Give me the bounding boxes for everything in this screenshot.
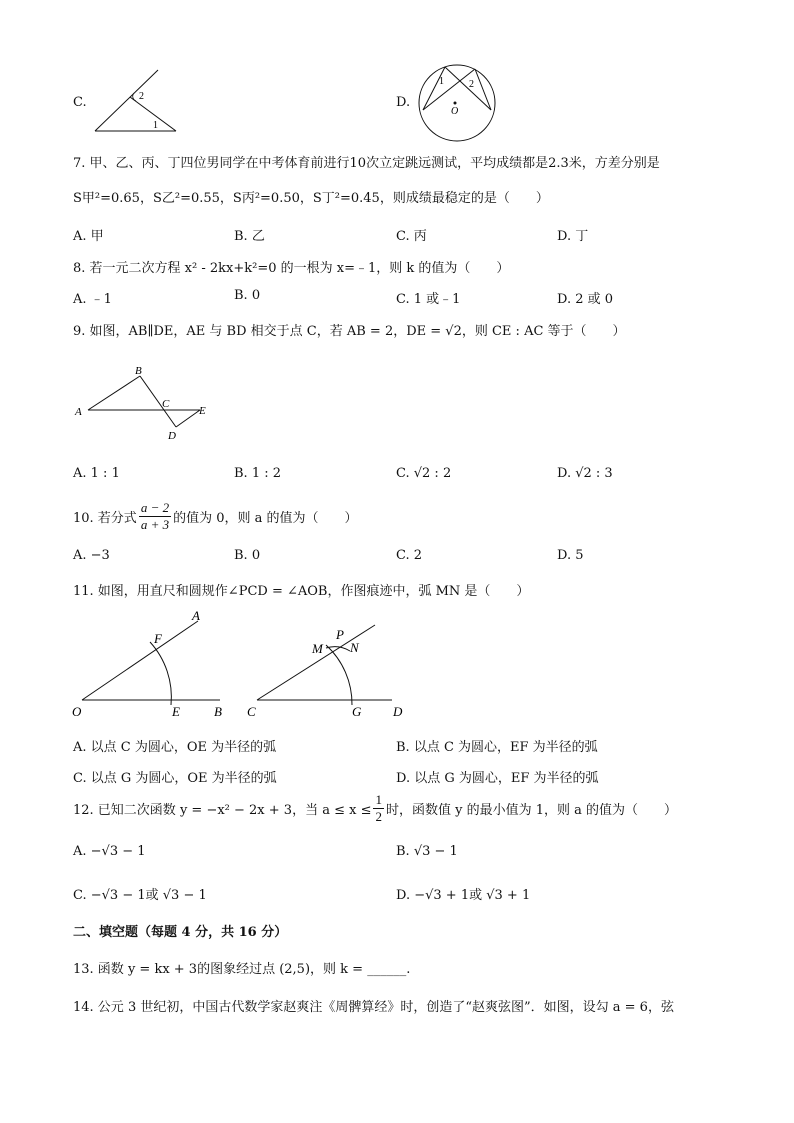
q8-option-b: B. 0: [234, 288, 261, 303]
q11-label-b: B: [214, 704, 222, 719]
q6-d-center-o: O: [451, 106, 459, 117]
q12-frac-den: 2: [375, 809, 382, 824]
q9-stem: 9. 如图，AB∥DE，AE 与 BD 相交于点 C，若 AB = 2，DE = √2，则 CE : AC 等于（ ）: [73, 324, 626, 339]
q11-label-c: C: [247, 704, 256, 719]
q6-c-angle-2: 2: [139, 91, 144, 102]
q10-option-c: C. 2: [396, 548, 423, 563]
q13-stem: 13. 函数 y = kx + 3的图象经过点 (2,5)，则 k = ______.: [73, 962, 411, 977]
q12-option-c: C. −√3 − 1或 √3 − 1: [73, 888, 207, 903]
q6-option-c-label: C.: [73, 95, 87, 110]
q9-option-d: D. √2 : 3: [557, 466, 613, 481]
q11-figure-aob: [68, 605, 238, 720]
q9-label-c: C: [162, 398, 170, 410]
q9-option-a: A. 1 : 1: [73, 466, 120, 481]
q11-option-c: C. 以点 G 为圆心，OE 为半径的弧: [73, 771, 277, 786]
q6-d-angle-2: 2: [469, 79, 474, 90]
q11-label-n: N: [350, 640, 359, 655]
q6-option-c-figure: [90, 65, 185, 135]
q11-option-b: B. 以点 C 为圆心，EF 为半径的弧: [396, 740, 598, 755]
q6-option-d-label: D.: [396, 95, 411, 110]
q10-option-a: A. −3: [73, 548, 110, 563]
q7-option-d: D. 丁: [557, 229, 589, 244]
q11-label-e: E: [172, 704, 180, 719]
q10-frac-den: a + 3: [140, 517, 170, 532]
q12-option-d: D. −√3 + 1或 √3 + 1: [396, 888, 531, 903]
q11-label-d: D: [393, 704, 403, 719]
q6-option-d-figure: [415, 60, 500, 145]
q14-stem: 14. 公元 3 世纪初，中国古代数学家赵爽注《周髀算经》时，创造了“赵爽弦图”．如图，设勾 a = 6，弦: [73, 1000, 674, 1015]
q7-option-b: B. 乙: [234, 229, 265, 244]
q11-label-g: G: [352, 704, 362, 719]
q11-figure-pcd: [240, 615, 415, 720]
q11-label-p: P: [336, 627, 344, 642]
q11-label-m: M: [312, 641, 323, 656]
section-fill-in-title: 二、填空题（每题 4 分，共 16 分）: [73, 925, 288, 940]
q12-stem: [73, 792, 677, 825]
q12-option-a: A. −√3 − 1: [73, 844, 146, 859]
q9-option-c: C. √2 : 2: [396, 466, 452, 481]
q7-line2: S甲²=0.65，S乙²=0.55，S丙²=0.50，S丁²=0.45，则成绩最稳定的是（ ）: [73, 191, 549, 206]
q11-option-d: D. 以点 G 为圆心，EF 为半径的弧: [396, 771, 599, 786]
q9-figure: [72, 360, 222, 445]
q6-d-angle-1: 1: [439, 76, 444, 87]
q10-option-d: D. 5: [557, 548, 584, 563]
q9-option-b: B. 1 : 2: [234, 466, 282, 481]
q11-label-o: O: [72, 704, 82, 719]
q11-stem: 11. 如图，用直尺和圆规作∠PCD = ∠AOB，作图痕迹中，弧 MN 是（ ）: [73, 584, 530, 599]
q10-frac-num: a − 2: [140, 500, 170, 515]
q8-option-d: D. 2 或 0: [557, 292, 614, 307]
q12-frac-num: 1: [375, 792, 382, 807]
q12-stem-pre: 12. 已知二次函数 y = −x² − 2x + 3，当 a ≤ x ≤: [73, 803, 372, 818]
q11-label-a: A: [192, 608, 200, 623]
q12-option-b: B. √3 − 1: [396, 844, 458, 859]
q10-stem-post: 的值为 0，则 a 的值为（ ）: [173, 511, 358, 526]
q7-line1: 7. 甲、乙、丙、丁四位男同学在中考体育前进行10次立定跳远测试，平均成绩都是2.3米，方差分别是: [73, 156, 660, 171]
q12-stem-post: 时，函数值 y 的最小值为 1，则 a 的值为（ ）: [385, 803, 677, 818]
q11-option-a: A. 以点 C 为圆心，OE 为半径的弧: [73, 740, 277, 755]
q10-fraction: [139, 500, 171, 533]
q9-label-b: B: [135, 365, 142, 377]
q6-c-angle-1: 1: [153, 120, 158, 131]
q10-stem: [73, 500, 358, 533]
q12-fraction: [373, 792, 384, 825]
q8-option-c: C. 1 或﹣1: [396, 292, 461, 307]
q9-label-d: D: [168, 430, 176, 442]
q8-option-a: A. ﹣1: [73, 292, 112, 307]
q10-stem-pre: 10. 若分式: [73, 511, 137, 526]
q7-option-c: C. 丙: [396, 229, 427, 244]
q8-stem: 8. 若一元二次方程 x² - 2kx+k²=0 的一根为 x=﹣1，则 k 的值为（ ）: [73, 261, 510, 276]
q9-label-a: A: [75, 406, 82, 418]
q9-label-e: E: [199, 405, 206, 417]
q10-option-b: B. 0: [234, 548, 261, 563]
q7-option-a: A. 甲: [73, 229, 104, 244]
q11-label-f: F: [154, 631, 162, 646]
